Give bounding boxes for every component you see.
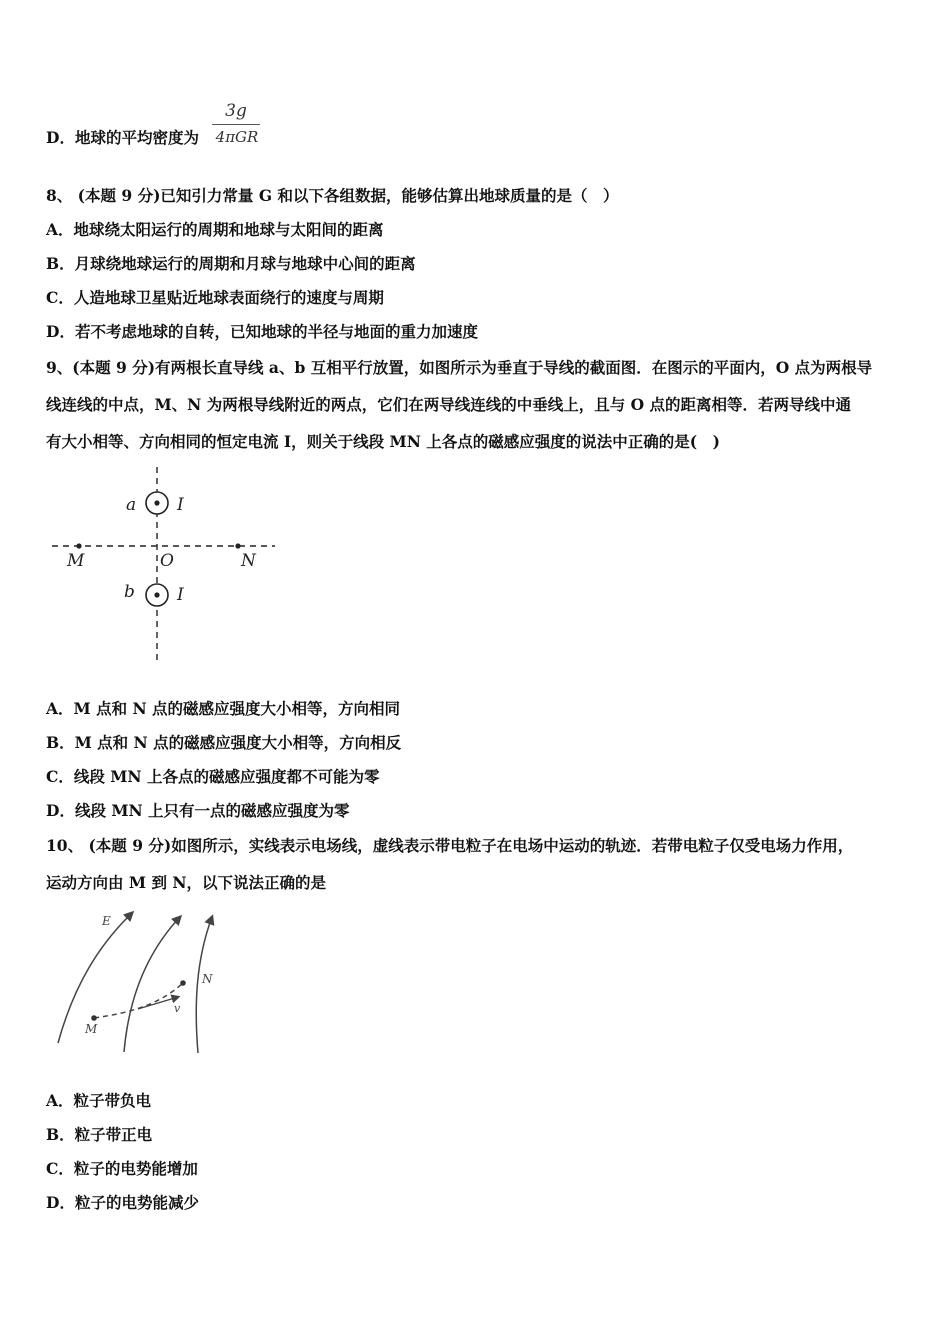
label-m: M	[85, 1022, 98, 1036]
q8-option-a: A．地球绕太阳运行的周期和地球与太阳间的距离	[46, 220, 384, 239]
label-current-b: I	[177, 585, 184, 605]
velocity-arrow	[138, 997, 178, 1009]
q9-wire-diagram	[40, 462, 290, 667]
point-n-dot	[235, 543, 240, 548]
point-m-dot	[76, 543, 81, 548]
q7-fraction-denominator: 4πGR	[215, 128, 259, 146]
q9-option-c: C．线段 MN 上各点的磁感应强度都不可能为零	[46, 767, 380, 786]
q7-fraction-numerator: 3g	[225, 101, 247, 121]
q10-option-d: D．粒子的电势能减少	[46, 1193, 199, 1212]
q7-fraction-bar	[212, 124, 260, 125]
label-o: O	[160, 551, 174, 571]
q8-option-d: D．若不考虑地球的自转，已知地球的半径与地面的重力加速度	[46, 322, 478, 341]
particle-trajectory	[94, 983, 183, 1018]
field-line-2	[124, 917, 180, 1052]
point-m-dot	[91, 1015, 97, 1021]
q10-field-diagram	[44, 905, 234, 1060]
q10-stem-line-1: 10、 (本题 9 分)如图所示，实线表示电场线，虚线表示带电粒子在电场中运动的轨迹．若带电粒子仅受电场力作用，	[46, 836, 854, 855]
q9-stem-line-3: 有大小相等、方向相同的恒定电流 I，则关于线段 MN 上各点的磁感应强度的说法中正确的是( )	[46, 432, 720, 451]
q7-option-d	[46, 128, 199, 148]
label-v: v	[174, 1002, 181, 1015]
label-a: a	[126, 495, 137, 515]
point-n-dot	[180, 980, 186, 986]
label-m: M	[67, 551, 85, 571]
wire-b-dot	[154, 592, 159, 597]
q9-stem-line-2: 线连线的中点，M、N 为两根导线附近的两点，它们在两导线连线的中垂线上，且与 O 点的距离相等．若两导线中通	[46, 395, 852, 414]
label-n: N	[241, 551, 256, 571]
label-b: b	[124, 582, 135, 602]
q9-option-d: D．线段 MN 上只有一点的磁感应强度为零	[46, 801, 350, 820]
q10-option-c: C．粒子的电势能增加	[46, 1159, 198, 1178]
q9-option-a: A．M 点和 N 点的磁感应强度大小相等，方向相同	[46, 699, 401, 718]
q10-option-b: B．粒子带正电	[46, 1125, 153, 1144]
q9-option-b: B．M 点和 N 点的磁感应强度大小相等，方向相反	[46, 733, 402, 752]
q10-stem-line-2: 运动方向由 M 到 N，以下说法正确的是	[46, 873, 327, 892]
q7-option-d-text: D．地球的平均密度为	[46, 128, 199, 147]
wire-a-dot	[154, 500, 159, 505]
q8-option-b: B．月球绕地球运行的周期和月球与地球中心间的距离	[46, 254, 416, 273]
label-e: E	[102, 914, 111, 928]
q8-stem: 8、 (本题 9 分)已知引力常量 G 和以下各组数据，能够估算出地球质量的是（ ）	[46, 186, 619, 205]
label-current-a: I	[177, 495, 184, 515]
q8-option-c: C．人造地球卫星贴近地球表面绕行的速度与周期	[46, 288, 384, 307]
q10-option-a: A．粒子带负电	[46, 1091, 152, 1110]
q9-stem-line-1: 9、(本题 9 分)有两根长直导线 a、b 互相平行放置，如图所示为垂直于导线的截面图．在图示的平面内，O 点为两根导	[46, 358, 873, 377]
label-n: N	[202, 972, 213, 986]
